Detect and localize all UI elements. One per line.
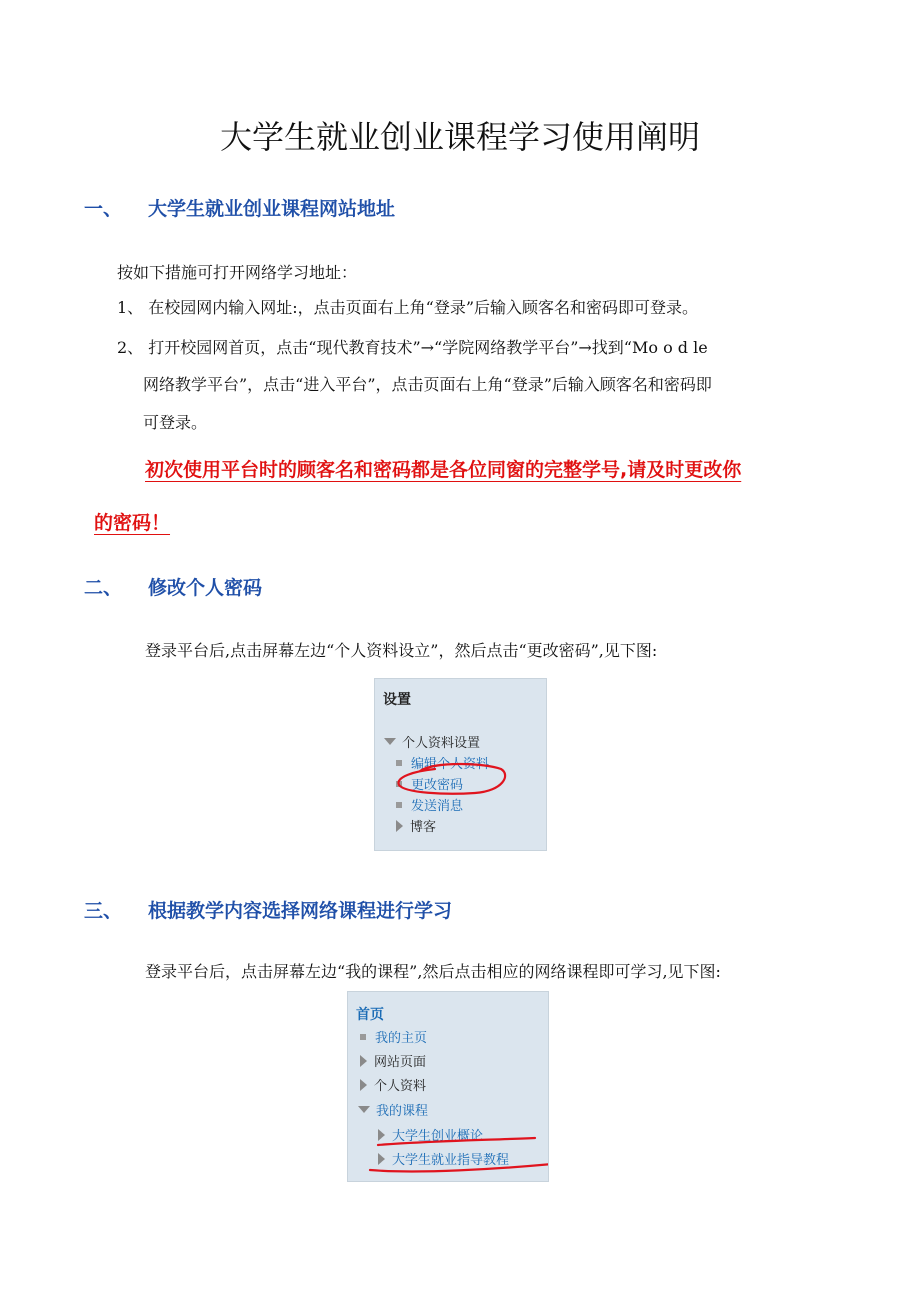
section-1-item-1: 1、 在校园网内输入网址:，点击页面右上角“登录”后输入顾客名和密码即可登录。 — [117, 298, 699, 317]
section-2-text: 登录平台后,点击屏幕左边“个人资料设立”，然后点击“更改密码”,见下图: — [145, 641, 658, 660]
profile-settings-label: 个人资料设置 — [402, 736, 481, 751]
red-circle-annotation — [375, 679, 546, 850]
section-2-number: 二、 — [84, 577, 123, 599]
section-1-heading: 大学生就业创业课程网站地址 — [148, 198, 396, 220]
warning-line-1: 初次使用平台时的顾客名和密码都是各位同窗的完整学号,请及时更改你 — [145, 459, 742, 481]
home-panel-title: 首页 — [356, 1007, 384, 1023]
edit-profile-label: 编辑个人资料 — [411, 757, 490, 772]
profile-label: 个人资料 — [374, 1079, 427, 1094]
send-message-label: 发送消息 — [411, 799, 464, 814]
site-pages-label: 网站页面 — [374, 1055, 427, 1070]
home-panel-screenshot — [347, 991, 549, 1182]
settings-panel-title: 设置 — [383, 692, 411, 708]
section-1-item-2-line-3: 可登录。 — [143, 413, 208, 432]
my-home-label: 我的主页 — [375, 1031, 428, 1046]
document-title: 大学生就业创业课程学习使用阐明 — [219, 118, 700, 156]
change-password-label: 更改密码 — [411, 778, 464, 793]
section-3-text: 登录平台后，点击屏幕左边“我的课程”,然后点击相应的网络课程即可学习,见下图: — [145, 962, 721, 981]
section-3-number: 三、 — [84, 900, 123, 922]
section-1-item-2-line-1: 2、 打开校园网首页，点击“现代教育技术”→“学院网络教学平台”→找到“Mo o d le — [117, 338, 708, 357]
section-1-number: 一、 — [84, 198, 123, 220]
section-1-item-2-line-2: 网络教学平台”，点击“进入平台”，点击页面右上角“登录”后输入顾客名和密码即 — [143, 375, 712, 394]
course-2-label: 大学生就业指导教程 — [392, 1153, 510, 1168]
course-1-label: 大学生创业概论 — [392, 1129, 484, 1144]
section-1-intro: 按如下措施可打开网络学习地址： — [117, 263, 358, 282]
section-3-heading: 根据教学内容选择网络课程进行学习 — [148, 900, 453, 922]
my-courses-label: 我的课程 — [376, 1104, 429, 1119]
section-2-heading: 修改个人密码 — [148, 577, 263, 599]
warning-line-2: 的密码！ — [94, 512, 171, 534]
red-underline-annotation — [348, 992, 548, 1181]
blog-label: 博客 — [410, 820, 437, 835]
settings-panel-screenshot — [374, 678, 547, 851]
